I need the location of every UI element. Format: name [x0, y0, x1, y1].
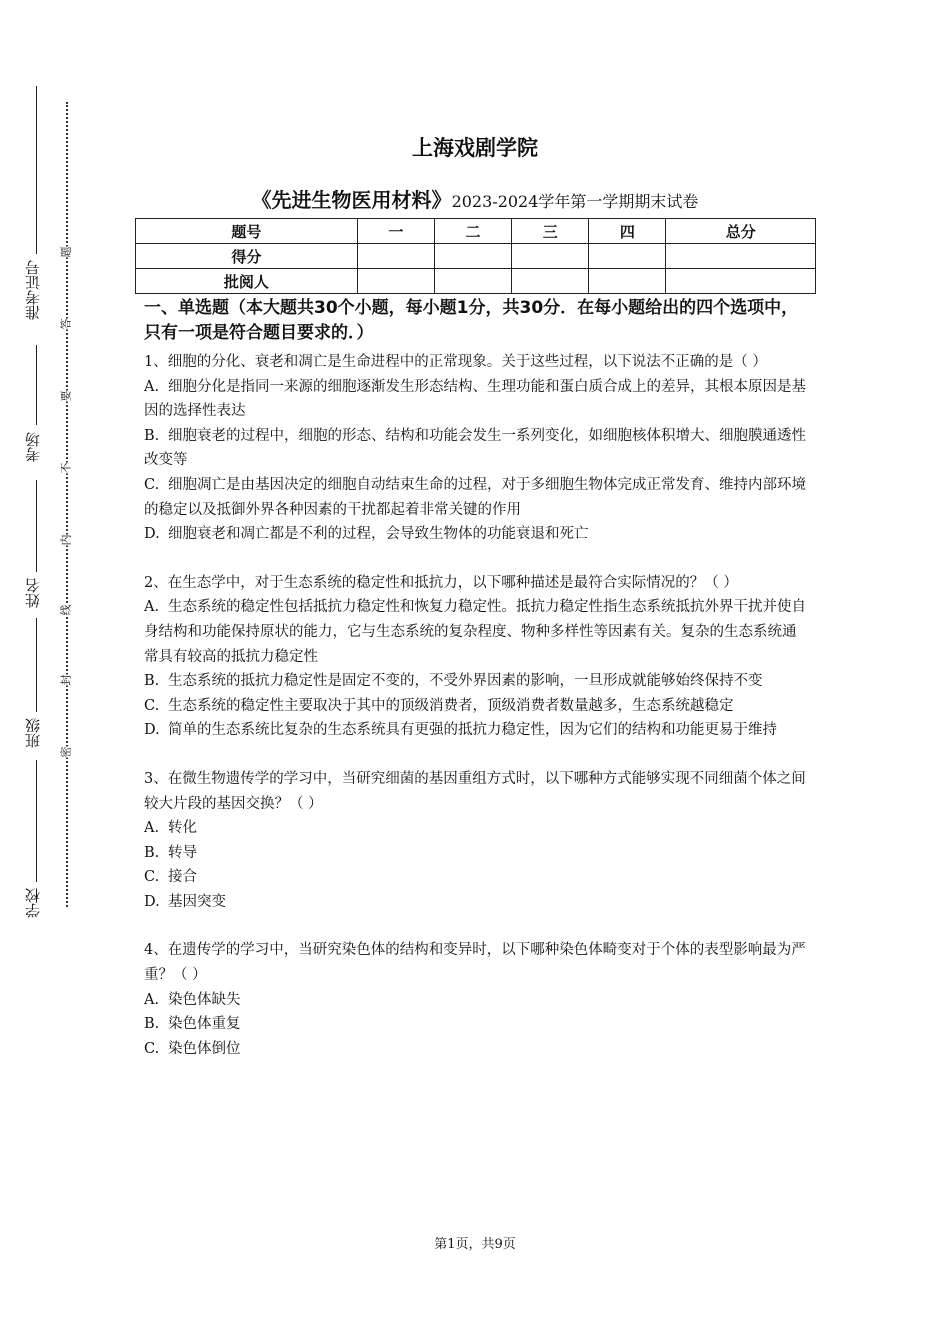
option-text: 基因突变	[168, 893, 226, 910]
side-line-exam-room	[36, 345, 37, 425]
score-cell[interactable]	[512, 244, 589, 269]
section-title: 一、单选题（本大题共30个小题，每小题1分，共30分．在每小题给出的四个选项中，只有一项是符合题目要求的．）	[144, 298, 799, 343]
score-header-row	[136, 219, 816, 244]
option[interactable]	[144, 816, 810, 841]
header-cell: 一	[357, 219, 434, 244]
option-text: 细胞衰老的过程中，细胞的形态、结构和功能会发生一系列变化，如细胞核体积增大、细胞膜通透性改变等	[144, 427, 806, 469]
row-label: 得分	[136, 244, 358, 269]
seal-char: 密	[59, 746, 73, 758]
option-letter: C.	[144, 697, 160, 714]
option-letter: C.	[144, 869, 160, 886]
score-row	[136, 244, 816, 269]
row-label: 批阅人	[136, 269, 358, 294]
seal-dotted-line	[66, 102, 68, 907]
seal-char: 内	[59, 534, 73, 546]
question-stem: 3、在微生物遗传学的学习中，当研究细菌的基因重组方式时，以下哪种方式能够实现不同细菌个体之间较大片段的基因交换？（ ）	[144, 770, 806, 812]
score-cell[interactable]	[357, 244, 434, 269]
option[interactable]	[144, 595, 810, 669]
score-cell[interactable]	[666, 244, 816, 269]
seal-char: 线	[59, 604, 73, 616]
option-text: 细胞衰老和凋亡都是不利的过程，会导致生物体的功能衰退和死亡	[168, 526, 589, 543]
option[interactable]	[144, 694, 810, 719]
option-letter: C.	[144, 1040, 160, 1057]
course-name: 《先进生物医用材料》	[251, 188, 452, 212]
option-text: 转化	[168, 820, 197, 837]
option-letter: B.	[144, 673, 160, 690]
option[interactable]	[144, 424, 810, 473]
header-cell: 题号	[136, 219, 358, 244]
option-letter: D.	[144, 893, 160, 910]
seal-char: 题	[59, 246, 73, 258]
seal-char: 不	[59, 462, 73, 474]
question-1	[144, 350, 810, 547]
option-text: 接合	[168, 869, 197, 886]
seal-char: 要	[59, 390, 73, 402]
option-text: 转导	[168, 844, 197, 861]
side-line-class	[36, 618, 37, 712]
option-text: 生态系统的稳定性主要取决于其中的顶级消费者，顶级消费者数量越多，生态系统越稳定	[168, 697, 734, 714]
option-letter: A.	[144, 599, 160, 616]
option[interactable]	[144, 890, 810, 915]
option-text: 染色体倒位	[168, 1040, 241, 1057]
score-cell[interactable]	[434, 244, 511, 269]
option-letter: B.	[144, 427, 160, 444]
option-letter: A.	[144, 378, 160, 395]
side-line-name	[36, 480, 37, 572]
option-letter: A.	[144, 991, 160, 1008]
page-footer: 第1页，共9页	[434, 1237, 516, 1252]
option-text: 细胞凋亡是由基因决定的细胞自动结束生命的过程，对于多细胞生物体完成正常发育、维持内部环境的稳定以及抵御外界各种因素的干扰都起着非常关键的作用	[144, 476, 806, 518]
score-cell[interactable]	[589, 244, 666, 269]
question-4	[144, 938, 810, 1061]
grader-cell[interactable]	[512, 269, 589, 294]
option-letter: A.	[144, 820, 160, 837]
option-letter: B.	[144, 1016, 160, 1033]
score-table	[135, 218, 816, 294]
exam-subtitle	[0, 184, 950, 213]
option[interactable]	[144, 865, 810, 890]
side-line-school	[36, 760, 37, 882]
option[interactable]	[144, 1037, 810, 1062]
question-2	[144, 571, 810, 743]
grader-cell[interactable]	[589, 269, 666, 294]
question-3	[144, 767, 810, 915]
grader-cell[interactable]	[357, 269, 434, 294]
header-cell: 总分	[666, 219, 816, 244]
question-stem: 1、细胞的分化、衰老和凋亡是生命进程中的正常现象。关于这些过程，以下说法不正确的是（ ）	[144, 354, 767, 370]
option-text: 染色体重复	[168, 1016, 241, 1033]
option[interactable]	[144, 988, 810, 1013]
option[interactable]	[144, 1012, 810, 1037]
term-label: 2023-2024学年第一学期期末试卷	[451, 192, 699, 211]
option-letter: D.	[144, 526, 160, 543]
question-stem: 4、在遗传学的学习中，当研究染色体的结构和变异时，以下哪种染色体畸变对于个体的表型影响最为严重？（ ）	[144, 942, 806, 984]
side-field-exam-id: 准考证号	[24, 260, 42, 320]
grader-cell[interactable]	[434, 269, 511, 294]
seal-char: 答	[59, 318, 73, 330]
side-field-name: 姓名	[24, 578, 42, 608]
option-letter: D.	[144, 722, 160, 739]
option-letter: C.	[144, 476, 160, 493]
option-text: 染色体缺失	[168, 991, 241, 1008]
header-cell: 四	[589, 219, 666, 244]
side-field-class: 班级	[24, 718, 42, 748]
option-text: 简单的生态系统比复杂的生态系统具有更强的抵抗力稳定性，因为它们的结构和功能更易于维持	[168, 722, 777, 739]
question-stem: 2、在生态学中，对于生态系统的稳定性和抵抗力，以下哪种描述是最符合实际情况的？（ ）	[144, 574, 738, 591]
option-text: 细胞分化是指同一来源的细胞逐渐发生形态结构、生理功能和蛋白质合成上的差异，其根本原因是基因的选择性表达	[144, 378, 806, 420]
side-field-exam-room: 考场	[24, 432, 42, 462]
header-cell: 二	[434, 219, 511, 244]
option[interactable]	[144, 522, 810, 547]
option[interactable]	[144, 841, 810, 866]
option[interactable]	[144, 375, 810, 424]
option[interactable]	[144, 718, 810, 743]
option-text: 生态系统的抵抗力稳定性是固定不变的，不受外界因素的影响，一旦形成就能够始终保持不变	[168, 673, 763, 690]
option[interactable]	[144, 669, 810, 694]
seal-char: 封	[59, 674, 73, 686]
grader-row	[136, 269, 816, 294]
grader-cell[interactable]	[666, 269, 816, 294]
exam-content	[144, 296, 810, 1061]
side-line-exam-id	[36, 86, 37, 254]
option-text: 生态系统的稳定性包括抵抗力稳定性和恢复力稳定性。抵抗力稳定性指生态系统抵抗外界干扰并使自身结构和功能保持原状的能力，它与生态系统的复杂程度、物种多样性等因素有关。复杂的生态系统通常具有较高的抵抗力稳定性	[144, 599, 806, 665]
side-field-school: 学校	[24, 888, 42, 918]
option-letter: B.	[144, 844, 160, 861]
header-cell: 三	[512, 219, 589, 244]
option[interactable]	[144, 473, 810, 522]
school-title: 上海戏剧学院	[412, 136, 538, 160]
